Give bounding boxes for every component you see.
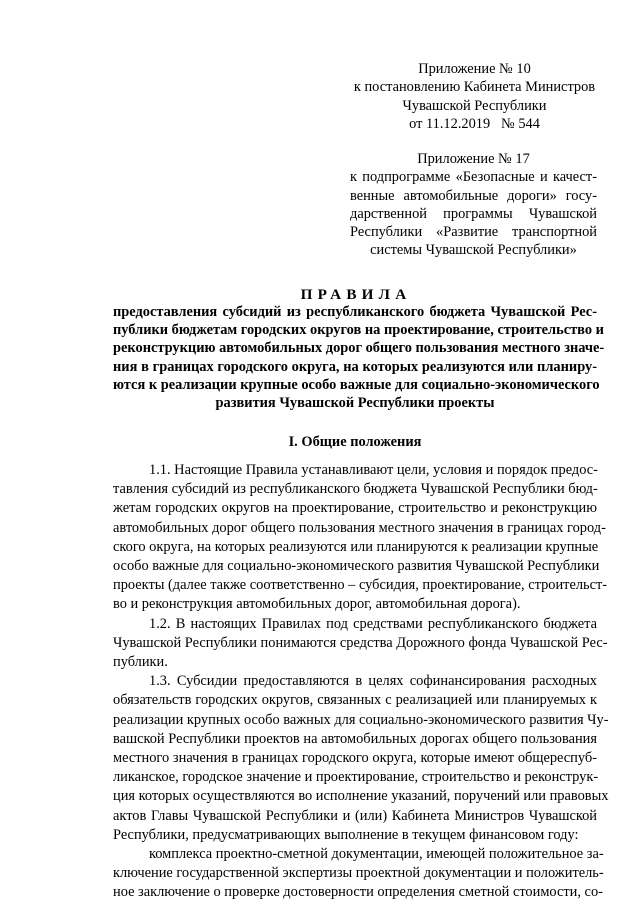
appendix-10-line: Приложение № 10: [418, 61, 531, 77]
paragraph-line: ского округа, на которых реализуются или планируются к реализации крупные: [113, 538, 599, 555]
appendix-10-line: к постановлению Кабинета Министров: [353, 79, 596, 96]
subtitle-line: развития Чувашской Республики проекты: [215, 395, 495, 412]
appendix-17-line: Приложение № 17: [417, 151, 530, 167]
appendix-17-header: [350, 150, 597, 260]
paragraph-line: во и реконструкция автомобильных дорог, автомобильная дорога).: [113, 596, 521, 613]
subtitle-line: реконструкцию автомобильных дорог общего пользования местного значе-: [113, 340, 605, 357]
section-heading: I. Общие положения: [288, 434, 422, 450]
paragraph-line: автомобильных дорог общего пользования местного значения в границах город-: [113, 519, 606, 536]
subtitle-line: ния в границах городского округа, на которых реализуются или планиру-: [113, 358, 597, 375]
paragraph-line: тавления субсидий из республиканского бюджета Чувашской Республики бюд-: [113, 481, 598, 498]
appendix-17-line: к подпрограмме «Безопасные и качест-: [350, 169, 597, 186]
appendix-10-line: от 11.12.2019 № 544: [409, 115, 540, 132]
paragraph-line: ликанское, городское значение и проектирование, строительство и реконструк-: [113, 769, 599, 786]
paragraph-line: публики.: [113, 654, 168, 671]
subtitle-line: публики бюджетам городских округов на проектирование, строительство и: [113, 322, 604, 339]
paragraph-line: проекты (далее также соответственно – субсидия, проектирование, строительст-: [113, 577, 608, 594]
body-text: [113, 461, 609, 903]
paragraph-line: ключение государственной экспертизы проектной документации и положитель-: [113, 865, 604, 882]
paragraph-line: местного значения в границах городского округа, которые имеют общереспуб-: [113, 750, 597, 767]
appendix-10-line: Чувашской Республики: [402, 97, 547, 114]
paragraph-line: 1.1. Настоящие Правила устанавливают цели, условия и порядок предос-: [149, 462, 598, 478]
paragraph-line: комплекса проектно-сметной документации, имеющей положительное за-: [149, 846, 604, 863]
paragraph-line: реализации крупных особо важных для социально-экономического развития Чу-: [113, 711, 609, 728]
document-title: ПРАВИЛА: [300, 286, 412, 303]
appendix-10-header: [352, 60, 597, 133]
paragraph-line: ное заключение о проверке достоверности определения сметной стоимости, со-: [113, 884, 603, 901]
paragraph-line: 1.2. В настоящих Правилах под средствами республиканского бюджета: [149, 615, 597, 632]
paragraph-line: Чувашской Республики понимаются средства Дорожного фонда Чувашской Рес-: [113, 634, 608, 651]
paragraph-line: обязательств городских округов, связанных с реализацией или планируемых к: [113, 692, 597, 709]
paragraph-line: актов Главы Чувашской Республики и (или) Кабинета Министров Чувашской: [113, 807, 597, 824]
paragraph-line: особо важные для социально-экономического развития Чувашской Республики: [113, 558, 600, 575]
document-subtitle: [113, 303, 605, 412]
appendix-17-line: Республики «Развитие транспортной: [350, 224, 597, 241]
appendix-17-line: системы Чувашской Республики»: [370, 242, 577, 259]
paragraph-line: 1.3. Субсидии предоставляются в целях софинансирования расходных: [149, 673, 597, 690]
subtitle-line: предоставления субсидий из республиканского бюджета Чувашской Рес-: [113, 304, 597, 320]
appendix-17-line: венные автомобильные дороги» госу-: [350, 187, 597, 204]
appendix-17-line: дарственной программы Чувашской: [350, 205, 597, 222]
paragraph-line: вашской Республики проектов на автомобильных дорогах общего пользования: [113, 730, 597, 747]
paragraph-line: Республики, предусматривающих выполнение в текущем финансовом году:: [113, 826, 579, 843]
subtitle-line: ются к реализации крупные особо важные для социально-экономического: [113, 376, 600, 393]
paragraph-line: ция которых осуществляются во исполнение указаний, поручений или правовых: [113, 788, 609, 805]
paragraph-line: жетам городских округов на проектирование, строительство и реконструкцию: [113, 500, 597, 517]
